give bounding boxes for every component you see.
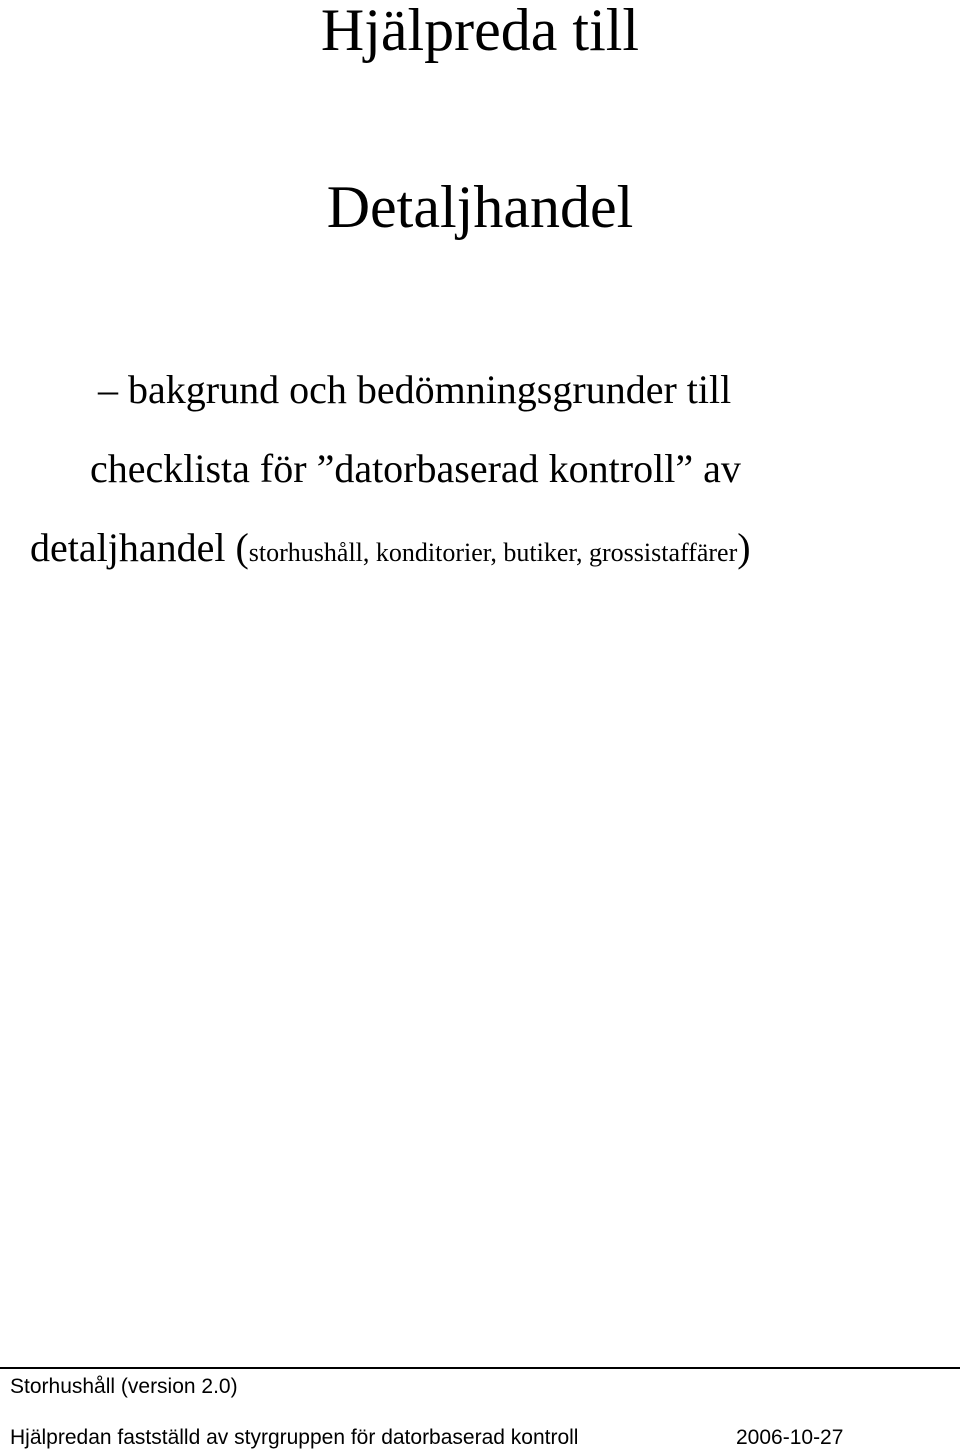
- document-title-line-1: Hjälpreda till: [320, 0, 640, 63]
- footer-divider: [0, 1367, 960, 1369]
- subtitle-close-paren: ): [737, 525, 751, 570]
- subtitle-line-1: – bakgrund och bedömningsgrunder till: [98, 367, 732, 412]
- subtitle-open-paren: (: [235, 525, 249, 570]
- subtitle-line-3: [30, 525, 751, 570]
- subtitle-business-types: storhushåll, konditorier, butiker, grossistaffärer: [248, 538, 738, 567]
- footer-version: Storhushåll (version 2.0): [10, 1375, 238, 1398]
- document-title-line-2: Detaljhandel: [326, 174, 634, 240]
- footer-established-note: Hjälpredan fastställd av styrgruppen för datorbaserad kontroll: [10, 1426, 579, 1449]
- subtitle-line-2: checklista för ”datorbaserad kontroll” av: [90, 446, 741, 491]
- subtitle-line-3-main: detaljhandel: [30, 525, 236, 570]
- footer-date: 2006-10-27: [736, 1426, 844, 1449]
